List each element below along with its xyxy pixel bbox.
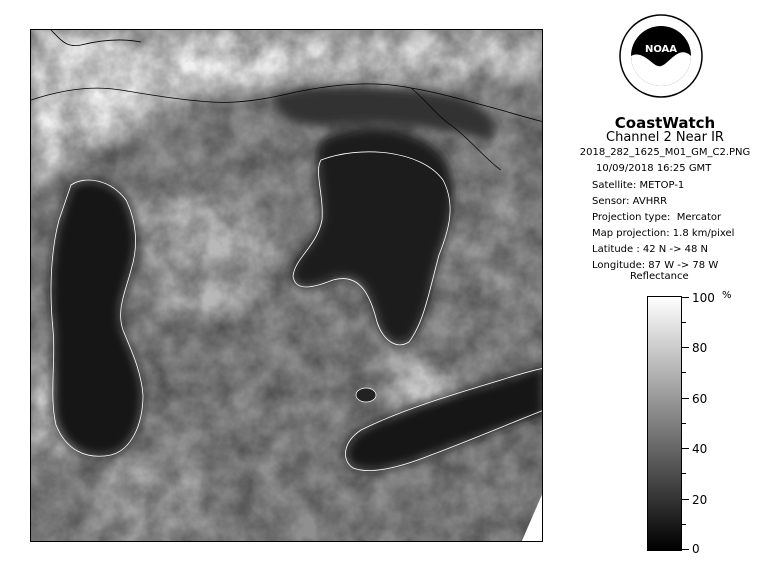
noaa-logo bbox=[619, 14, 703, 98]
meta-value: AVHRR bbox=[632, 196, 668, 207]
meta-label: Longitude: bbox=[592, 260, 646, 271]
colorbar-label: 100 bbox=[692, 291, 715, 305]
colorbar-minor-tick bbox=[682, 473, 686, 474]
lake-st-clair bbox=[356, 388, 376, 402]
colorbar-label: 0 bbox=[692, 542, 700, 556]
meta-label: Satellite: bbox=[592, 180, 637, 191]
satellite-image bbox=[30, 29, 543, 542]
colorbar-minor-tick bbox=[682, 372, 686, 373]
meta-value: Mercator bbox=[676, 212, 722, 223]
colorbar-tick bbox=[682, 297, 689, 298]
meta-label: Map projection: bbox=[592, 228, 670, 239]
colorbar-minor-tick bbox=[682, 423, 686, 424]
meta-label: Sensor: bbox=[592, 196, 630, 207]
colorbar-tick bbox=[682, 398, 689, 399]
meta-map-projection bbox=[592, 228, 734, 239]
meta-value: 42 N -> 48 N bbox=[642, 244, 709, 255]
colorbar-label: 40 bbox=[692, 442, 708, 456]
meta-label: Latitude : bbox=[592, 244, 640, 255]
colorbar-label: 60 bbox=[692, 392, 708, 406]
meta-label: Projection type: bbox=[592, 212, 671, 223]
colorbar-unit: % bbox=[722, 290, 732, 301]
meta-value: 1.8 km/pixel bbox=[672, 228, 735, 239]
channel-label: Channel 2 Near IR bbox=[606, 130, 724, 145]
colorbar-label: 20 bbox=[692, 493, 708, 507]
app-title: CoastWatch bbox=[614, 114, 716, 132]
colorbar-label: 80 bbox=[692, 341, 708, 355]
colorbar-tick bbox=[682, 347, 689, 348]
datetime: 10/09/2018 16:25 GMT bbox=[596, 163, 712, 174]
meta-sensor bbox=[592, 196, 667, 207]
meta-longitude bbox=[592, 260, 718, 271]
colorbar bbox=[647, 296, 682, 551]
colorbar-minor-tick bbox=[682, 322, 686, 323]
colorbar-tick bbox=[682, 499, 689, 500]
svg-text:NOAA: NOAA bbox=[644, 44, 678, 55]
colorbar-title: Reflectance bbox=[630, 271, 689, 282]
colorbar-tick bbox=[682, 549, 689, 550]
meta-latitude bbox=[592, 244, 708, 255]
colorbar-tick bbox=[682, 448, 689, 449]
meta-value: METOP-1 bbox=[639, 180, 685, 191]
colorbar-minor-tick bbox=[682, 524, 686, 525]
meta-value: 87 W -> 78 W bbox=[648, 260, 719, 271]
map-canvas bbox=[31, 30, 543, 542]
meta-projection-type bbox=[592, 212, 721, 223]
meta-satellite bbox=[592, 180, 684, 191]
filename: 2018_282_1625_M01_GM_C2.PNG bbox=[579, 147, 751, 158]
